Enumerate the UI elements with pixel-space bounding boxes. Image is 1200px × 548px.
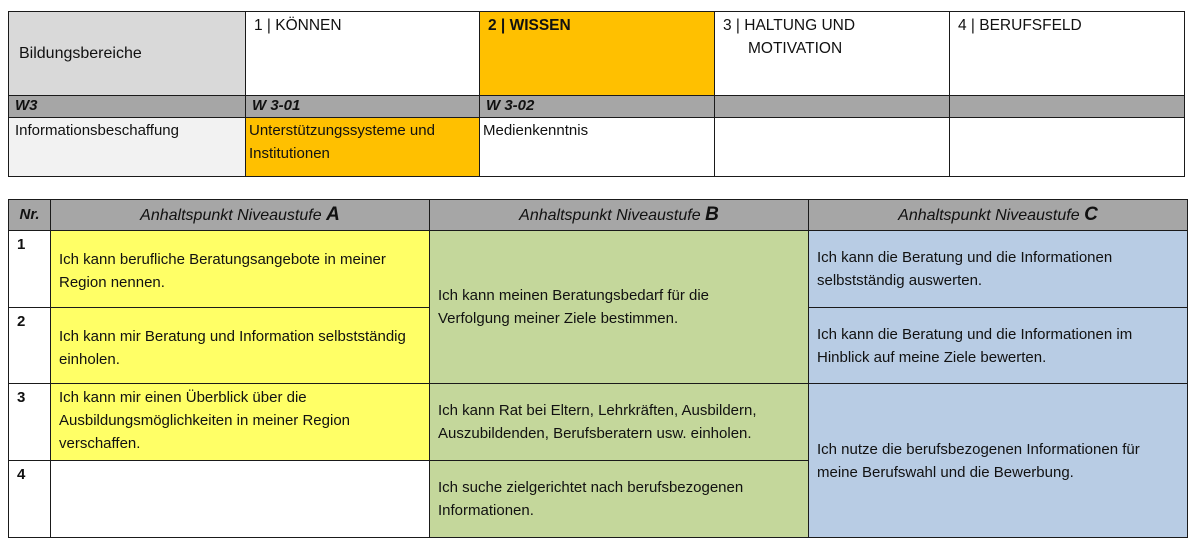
- header-level-b-letter: B: [705, 204, 719, 225]
- level-c-rows-3-4: [808, 383, 1188, 538]
- area-konnen: [245, 11, 480, 96]
- header-level-a: [50, 199, 430, 231]
- row-number-1-label: 1: [17, 236, 26, 253]
- header-level-c: [808, 199, 1188, 231]
- level-c-rows-3-4-text: Ich nutze die berufsbezogenen Informationen für meine Berufswahl und die Bewerbung.: [817, 440, 1140, 481]
- area-berufsfeld: [949, 11, 1185, 96]
- level-a-row-3: [50, 383, 430, 461]
- niveaustufen-table: [0, 190, 1200, 548]
- row-number-4: [8, 460, 51, 538]
- code-cell-w3-02: [479, 95, 715, 118]
- code-w3: W3: [15, 97, 38, 114]
- level-a-row-4-empty: [50, 460, 430, 538]
- level-b-row-4-text: Ich suche zielgerichtet nach berufsbezogenen Informationen.: [438, 479, 744, 519]
- level-a-row-2-text: Ich kann mir Beratung und Information selbstständig einholen.: [59, 327, 406, 368]
- row-number-3: [8, 383, 51, 461]
- header-level-a-letter: A: [326, 204, 340, 225]
- topic-unterstuetzungssysteme-label: Unterstützungssysteme und Institutionen: [249, 122, 435, 162]
- header-level-b-prefix: Anhaltspunkt Niveaustufe: [519, 207, 701, 224]
- level-c-row-1-text: Ich kann die Beratung und die Informationen selbstständig auswerten.: [817, 249, 1113, 289]
- level-b-row-3: [429, 383, 809, 461]
- topic-empty-4: [949, 117, 1185, 177]
- level-b-row-4: [429, 460, 809, 538]
- bildungsbereiche-label-cell: [8, 11, 246, 96]
- code-cell-w3: [8, 95, 246, 118]
- code-w3-01: W 3-01: [252, 97, 301, 114]
- level-b-rows-1-2-text: Ich kann meinen Beratungsbedarf für die Verfolgung meiner Ziele bestimmen.: [438, 287, 710, 327]
- header-level-c-prefix: Anhaltspunkt Niveaustufe: [898, 207, 1080, 224]
- level-b-row-3-text: Ich kann Rat bei Eltern, Lehrkräften, Ausbildern, Auszubildenden, Berufsberatern usw. einholen.: [438, 402, 757, 442]
- row-number-2: [8, 307, 51, 384]
- topic-informationsbeschaffung-label: Informationsbeschaffung: [15, 122, 179, 139]
- bildungsbereiche-label: Bildungsbereiche: [19, 45, 142, 62]
- level-c-row-1: [808, 230, 1188, 308]
- code-w3-02: W 3-02: [486, 97, 535, 114]
- header-nr-label: Nr.: [19, 206, 40, 223]
- header-level-c-letter: C: [1084, 204, 1098, 225]
- level-a-row-1: [50, 230, 430, 308]
- code-cell-empty-4: [949, 95, 1185, 118]
- level-c-row-2-text: Ich kann die Beratung und die Informationen im Hinblick auf meine Ziele bewerten.: [817, 325, 1133, 366]
- area-berufsfeld-label: 4 | BERUFSFELD: [958, 17, 1082, 34]
- area-wissen-active: [479, 11, 715, 96]
- row-number-4-label: 4: [17, 466, 26, 483]
- topic-informationsbeschaffung: [8, 117, 246, 177]
- topic-medienkenntnis: [479, 117, 715, 177]
- header-level-b: [429, 199, 809, 231]
- topic-empty-3: [714, 117, 950, 177]
- code-cell-empty-3: [714, 95, 950, 118]
- level-c-row-2: [808, 307, 1188, 384]
- level-a-row-1-text: Ich kann berufliche Beratungsangebote in meiner Region nennen.: [59, 251, 386, 291]
- area-haltung-motivation: [714, 11, 950, 96]
- bildungsbereiche-table: [0, 0, 1200, 180]
- area-wissen-label: 2 | WISSEN: [488, 17, 571, 34]
- area-haltung-label: 3 | HALTUNG UND: [723, 17, 856, 34]
- area-haltung-label-line2: MOTIVATION: [748, 40, 843, 57]
- topic-unterstuetzungssysteme-active: [245, 117, 480, 177]
- row-number-3-label: 3: [17, 389, 26, 406]
- code-cell-w3-01: [245, 95, 480, 118]
- level-a-row-3-text: Ich kann mir einen Überblick über die Ausbildungsmöglichkeiten in meiner Region verschaffen.: [59, 389, 350, 452]
- header-level-a-prefix: Anhaltspunkt Niveaustufe: [140, 207, 322, 224]
- row-number-2-label: 2: [17, 313, 26, 330]
- header-nr: [8, 199, 51, 231]
- area-konnen-label: 1 | KÖNNEN: [254, 17, 342, 34]
- topic-medienkenntnis-label: Medienkenntnis: [483, 122, 589, 139]
- level-a-row-2: [50, 307, 430, 384]
- level-b-rows-1-2: [429, 230, 809, 384]
- row-number-1: [8, 230, 51, 308]
